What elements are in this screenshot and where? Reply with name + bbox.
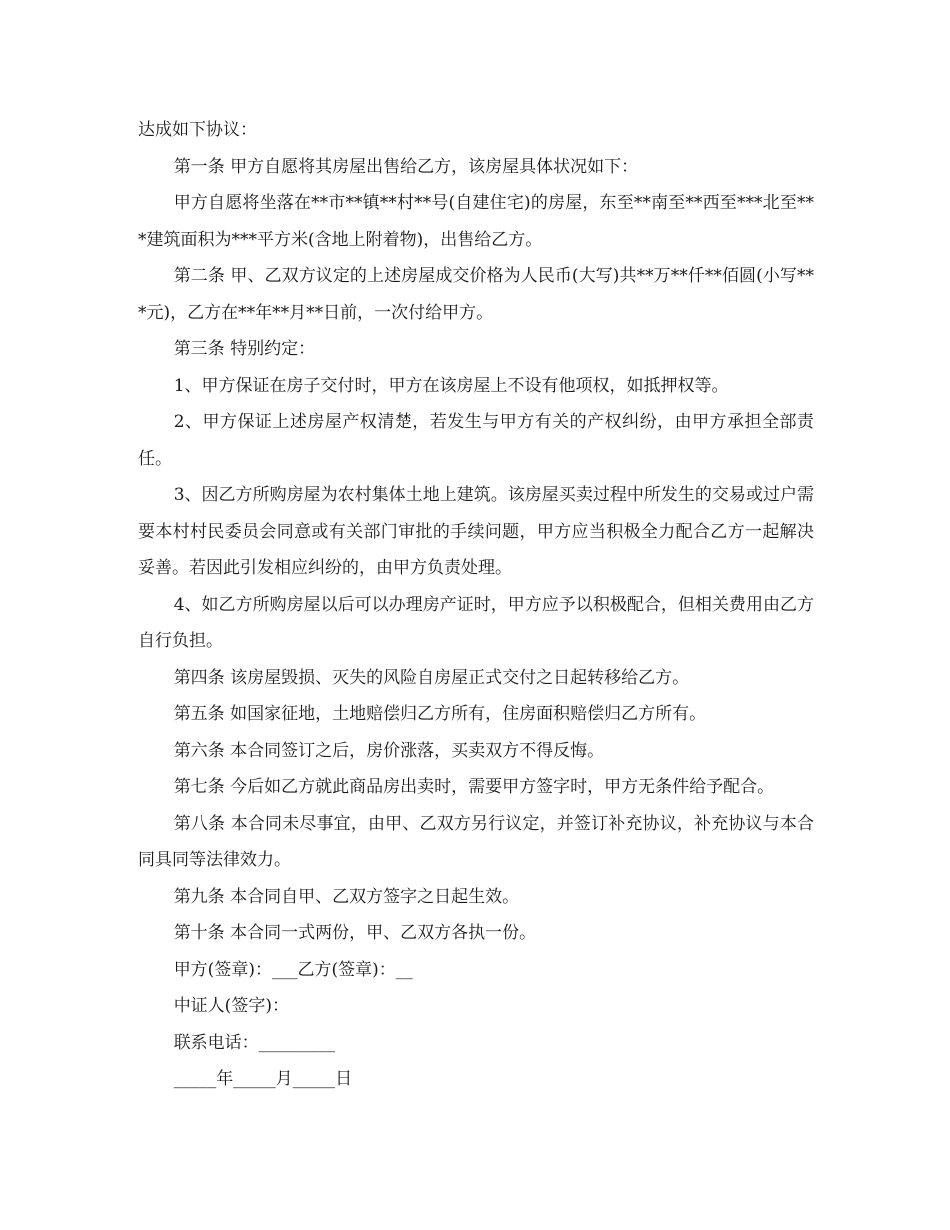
special-term-4: 4、如乙方所购房屋以后可以办理房产证时，甲方应予以积极配合，但相关费用由乙方自行负担。 (138, 594, 814, 651)
witness-line: 中证人(签字)： (173, 996, 289, 1016)
article-6: 第六条 本合同签订之后，房价涨落，买卖双方不得反悔。 (173, 740, 605, 761)
contract-body (138, 112, 814, 1098)
article-10: 第十条 本合同一式两份，甲、乙双方各执一份。 (173, 923, 537, 943)
property-location: 甲方自愿将坐落在**市**镇**村**号(自建住宅)的房屋，东至**南至**西至***北至***建筑面积为***平方米(含地上附着物)，出售给乙方。 (138, 193, 814, 250)
article-7: 第七条 今后如乙方就此商品房出卖时，需要甲方签字时，甲方无条件给予配合。 (173, 777, 775, 797)
article-5: 第五条 如国家征地，土地赔偿归乙方所有，住房面积赔偿归乙方所有。 (173, 704, 707, 724)
intro-line: 达成如下协议： (138, 120, 257, 140)
article-3-heading: 第三条 特别约定： (173, 339, 316, 359)
phone-line: 联系电话：_________ (173, 1032, 336, 1053)
special-term-3: 3、因乙方所购房屋为农村集体土地上建筑。该房屋买卖过程中所发生的交易或过户需要本村村民委员会同意或有关部门审批的手续问题，甲方应当积极全力配合乙方一起解决妥善。若因此引发相应纠纷的，由甲方负责处理。 (138, 485, 814, 578)
date-line: _____年_____月_____日 (173, 1069, 353, 1089)
article-2-price: 第二条 甲、乙双方议定的上述房屋成交价格为人民币(大写)共**万**仟**佰圆(小写***元)，乙方在**年**月**日前，一次付给甲方。 (138, 266, 814, 323)
special-term-2: 2、甲方保证上述房屋产权清楚，若发生与甲方有关的产权纠纷，由甲方承担全部责任。 (138, 412, 814, 469)
special-term-1: 1、甲方保证在房子交付时，甲方在该房屋上不设有他项权，如抵押权等。 (173, 375, 729, 396)
article-1: 第一条 甲方自愿将其房屋出售给乙方，该房屋具体状况如下： (173, 156, 639, 177)
article-4: 第四条 该房屋毁损、灭失的风险自房屋正式交付之日起转移给乙方。 (173, 667, 690, 688)
article-9: 第九条 本合同自甲、乙双方签字之日起生效。 (173, 886, 520, 907)
article-8: 第八条 本合同未尽事宜，由甲、乙双方另行议定，并签订补充协议，补充协议与本合同具同等法律效力。 (138, 813, 814, 870)
signature-line: 甲方(签章)：___乙方(签章)：__ (173, 959, 413, 980)
